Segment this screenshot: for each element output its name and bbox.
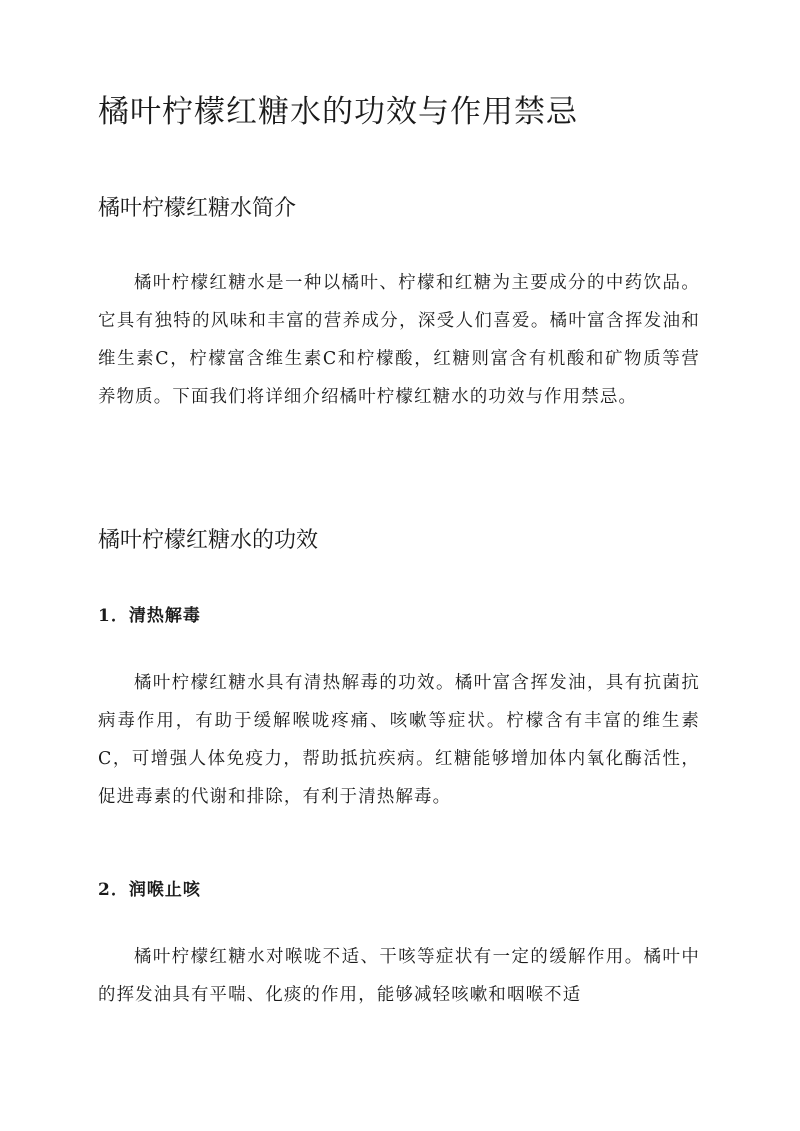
section-heading-effects: 橘叶柠檬红糖水的功效: [98, 528, 319, 553]
item-1-paragraph: 橘叶柠檬红糖水具有清热解毒的功效。橘叶富含挥发油，具有抗菌抗病毒作用，有助于缓解喉咙疼痛、咳嗽等症状。柠檬含有丰富的维生素C，可增强人体免疫力，帮助抵抗疾病。红糖能够增加体内氧化酶活性，促进毒素的代谢和排除，有利于清热解毒。: [98, 673, 700, 807]
item-2-paragraph: 橘叶柠檬红糖水对喉咙不适、干咳等症状有一定的缓解作用。橘叶中的挥发油具有平喘、化痰的作用，能够减轻咳嗽和咽喉不适: [98, 947, 700, 1005]
document-title: 橘叶柠檬红糖水的功效与作用禁忌: [98, 94, 578, 130]
intro-paragraph: 橘叶柠檬红糖水是一种以橘叶、柠檬和红糖为主要成分的中药饮品。它具有独特的风味和丰富的营养成分，深受人们喜爱。橘叶富含挥发油和维生素C，柠檬富含维生素C和柠檬酸，红糖则富含有机酸和矿物质等营养物质。下面我们将详细介绍橘叶柠檬红糖水的功效与作用禁忌。: [98, 273, 700, 407]
subheading-item-2: 2．润喉止咳: [98, 880, 201, 900]
section-heading-intro: 橘叶柠檬红糖水简介: [98, 196, 297, 221]
subheading-item-1: 1．清热解毒: [98, 606, 201, 626]
